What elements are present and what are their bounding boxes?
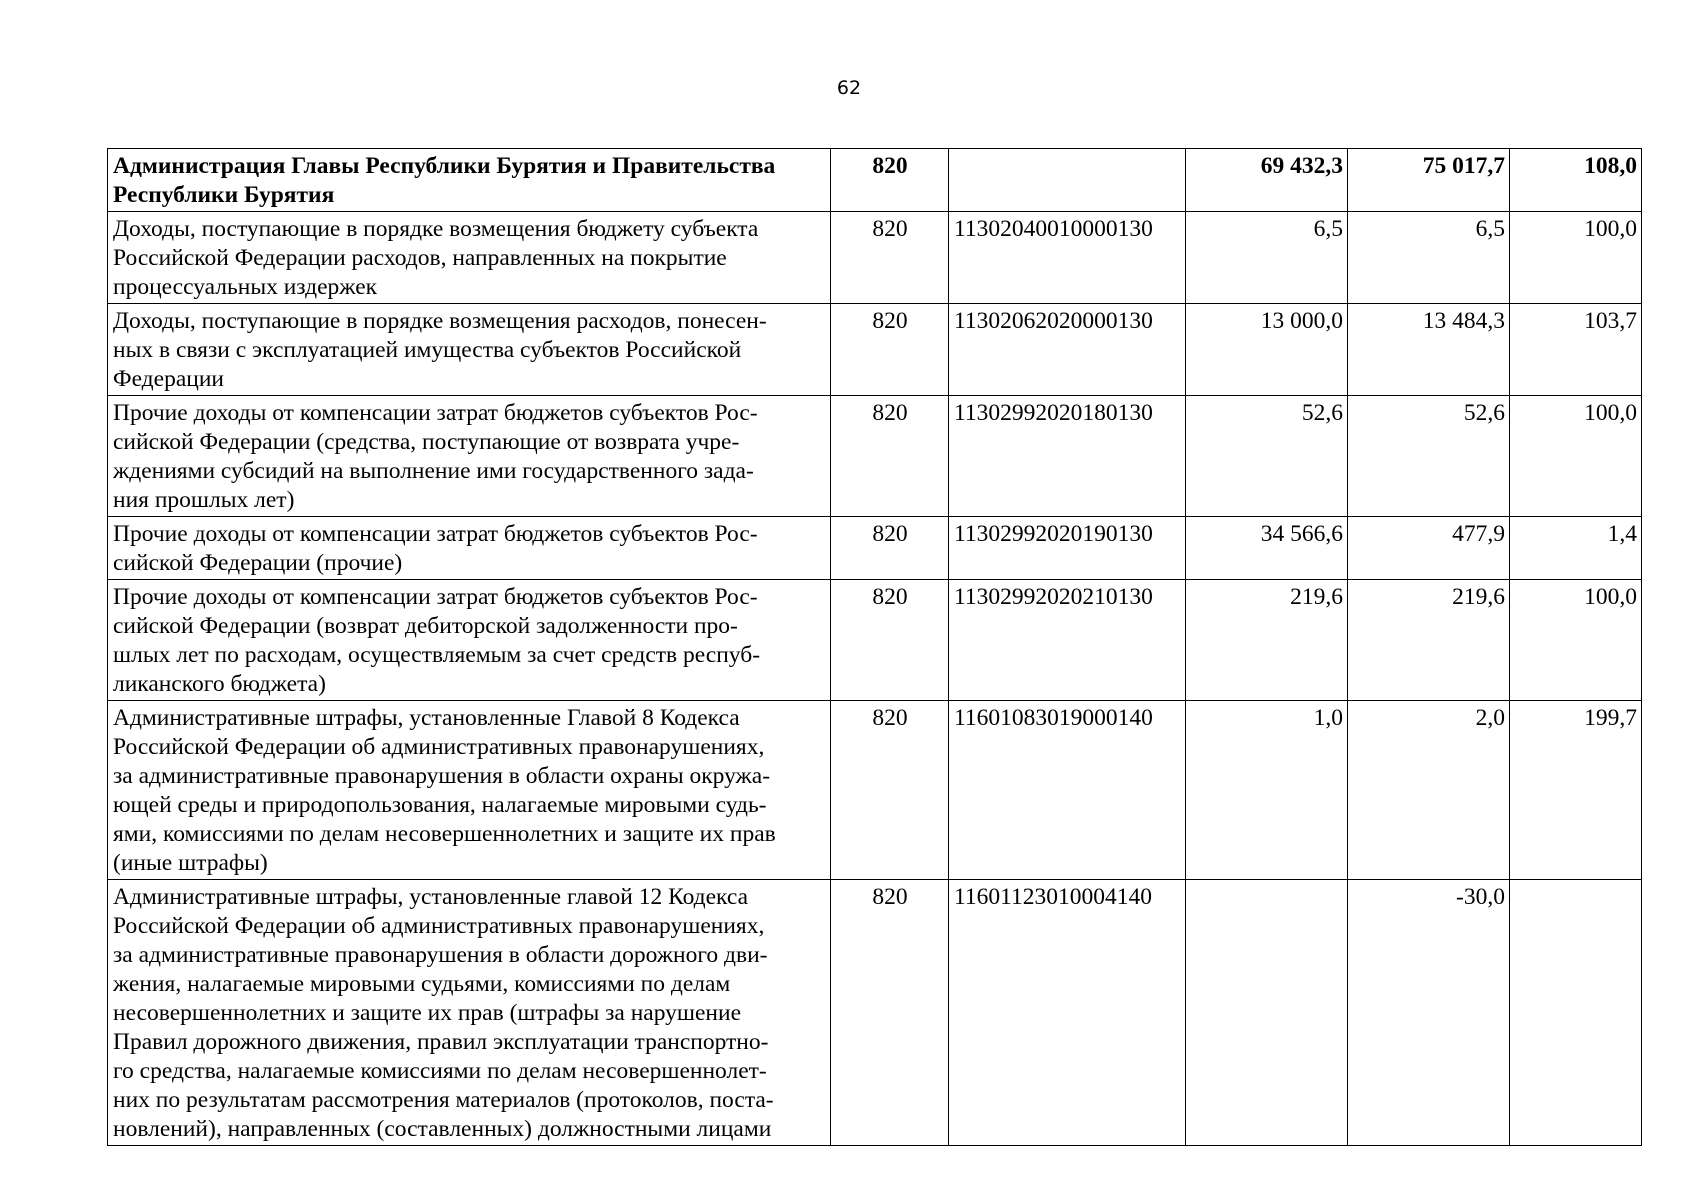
row-name-line: за административные правонарушения в области охраны окружа- (113, 763, 771, 789)
row-name-line: Правил дорожного движения, правил эксплуатации транспортно- (113, 1029, 769, 1055)
value-cell-2: 6,5 (1348, 212, 1510, 304)
row-name-line: ждениями субсидий на выполнение ими государственного зада- (113, 458, 754, 484)
table-row (108, 212, 1642, 304)
value-cell-3: 100,0 (1510, 212, 1642, 304)
value-cell-2: -30,0 (1348, 880, 1510, 1146)
row-name-line: ющей среды и природопользования, налагаемые мировыми судь- (113, 792, 767, 818)
table-row (108, 880, 1642, 1146)
row-name-cell (108, 212, 831, 304)
admin-code-cell: 820 (831, 304, 949, 396)
budget-code-cell: 11601083019000140 (949, 701, 1186, 880)
value-cell-1: 34 566,6 (1186, 517, 1348, 580)
row-name-line: Доходы, поступающие в порядке возмещения бюджету субъекта (113, 216, 759, 242)
table-header-row (108, 149, 1642, 212)
row-name-line: Доходы, поступающие в порядке возмещения расходов, понесен- (113, 308, 767, 334)
value-cell-1: 13 000,0 (1186, 304, 1348, 396)
value-cell-1: 69 432,3 (1186, 149, 1348, 212)
row-name-line: Российской Федерации расходов, направленных на покрытие (113, 245, 727, 271)
row-name-cell (108, 880, 831, 1146)
row-name-line: Российской Федерации об административных правонарушениях, (113, 734, 765, 760)
row-name-cell (108, 396, 831, 517)
value-cell-3: 108,0 (1510, 149, 1642, 212)
row-name-line: новлений), направленных (составленных) должностными лицами (113, 1116, 772, 1142)
revenue-table-body (108, 149, 1642, 1146)
value-cell-1: 219,6 (1186, 580, 1348, 701)
row-name-line: Российской Федерации об административных правонарушениях, (113, 913, 765, 939)
row-name-line: сийской Федерации (возврат дебиторской задолженности про- (113, 613, 738, 639)
row-name-line: ных в связи с эксплуатацией имущества субъектов Российской (113, 337, 742, 363)
row-name-line: ликанского бюджета) (113, 671, 326, 697)
row-name-line: ями, комиссиями по делам несовершеннолетних и защите их прав (113, 821, 776, 847)
value-cell-3: 199,7 (1510, 701, 1642, 880)
admin-code-cell: 820 (831, 517, 949, 580)
row-name-line: Администрация Главы Республики Бурятия и Правительства (113, 153, 776, 179)
value-cell-2: 219,6 (1348, 580, 1510, 701)
table-row (108, 701, 1642, 880)
row-name-line: сийской Федерации (прочие) (113, 550, 403, 576)
budget-code-cell: 11302992020190130 (949, 517, 1186, 580)
value-cell-1: 1,0 (1186, 701, 1348, 880)
admin-code-cell: 820 (831, 396, 949, 517)
value-cell-2: 75 017,7 (1348, 149, 1510, 212)
row-name-line: Административные штрафы, установленные Главой 8 Кодекса (113, 705, 740, 731)
value-cell-2: 52,6 (1348, 396, 1510, 517)
table-row (108, 396, 1642, 517)
row-name-line: шлых лет по расходам, осуществляемым за счет средств респуб- (113, 642, 761, 668)
value-cell-2: 13 484,3 (1348, 304, 1510, 396)
revenue-table (107, 148, 1642, 1146)
budget-code-cell: 11601123010004140 (949, 880, 1186, 1146)
budget-code-cell (949, 149, 1186, 212)
budget-code-cell: 11302040010000130 (949, 212, 1186, 304)
value-cell-3: 103,7 (1510, 304, 1642, 396)
admin-code-cell: 820 (831, 212, 949, 304)
value-cell-1: 52,6 (1186, 396, 1348, 517)
table-row (108, 517, 1642, 580)
row-name-line: (иные штрафы) (113, 850, 268, 876)
value-cell-3: 100,0 (1510, 580, 1642, 701)
admin-code-cell: 820 (831, 701, 949, 880)
row-name-line: Административные штрафы, установленные главой 12 Кодекса (113, 884, 749, 910)
row-name-cell (108, 149, 831, 212)
row-name-cell (108, 304, 831, 396)
value-cell-1: 6,5 (1186, 212, 1348, 304)
table-row (108, 304, 1642, 396)
row-name-line: Прочие доходы от компенсации затрат бюджетов субъектов Рос- (113, 400, 758, 426)
budget-code-cell: 11302992020210130 (949, 580, 1186, 701)
row-name-cell (108, 517, 831, 580)
admin-code-cell: 820 (831, 580, 949, 701)
page-number: 62 (836, 77, 862, 99)
row-name-line: несовершеннолетних и защите их прав (штрафы за нарушение (113, 1000, 742, 1026)
admin-code-cell: 820 (831, 880, 949, 1146)
value-cell-3: 100,0 (1510, 396, 1642, 517)
row-name-line: Прочие доходы от компенсации затрат бюджетов субъектов Рос- (113, 584, 758, 610)
value-cell-3 (1510, 880, 1642, 1146)
value-cell-3: 1,4 (1510, 517, 1642, 580)
value-cell-2: 2,0 (1348, 701, 1510, 880)
table-row (108, 580, 1642, 701)
admin-code-cell: 820 (831, 149, 949, 212)
row-name-line: жения, налагаемые мировыми судьями, комиссиями по делам (113, 971, 731, 997)
budget-code-cell: 11302992020180130 (949, 396, 1186, 517)
row-name-line: за административные правонарушения в области дорожного дви- (113, 942, 768, 968)
row-name-line: ния прошлых лет) (113, 487, 295, 513)
value-cell-2: 477,9 (1348, 517, 1510, 580)
row-name-line: сийской Федерации (средства, поступающие от возврата учре- (113, 429, 740, 455)
value-cell-1 (1186, 880, 1348, 1146)
row-name-line: Прочие доходы от компенсации затрат бюджетов субъектов Рос- (113, 521, 758, 547)
row-name-line: них по результатам рассмотрения материалов (протоколов, поста- (113, 1087, 774, 1113)
row-name-line: Республики Бурятия (113, 182, 335, 208)
row-name-line: процессуальных издержек (113, 274, 378, 300)
budget-code-cell: 11302062020000130 (949, 304, 1186, 396)
row-name-cell (108, 580, 831, 701)
row-name-line: го средства, налагаемые комиссиями по делам несовершеннолет- (113, 1058, 767, 1084)
row-name-cell (108, 701, 831, 880)
row-name-line: Федерации (113, 366, 224, 392)
